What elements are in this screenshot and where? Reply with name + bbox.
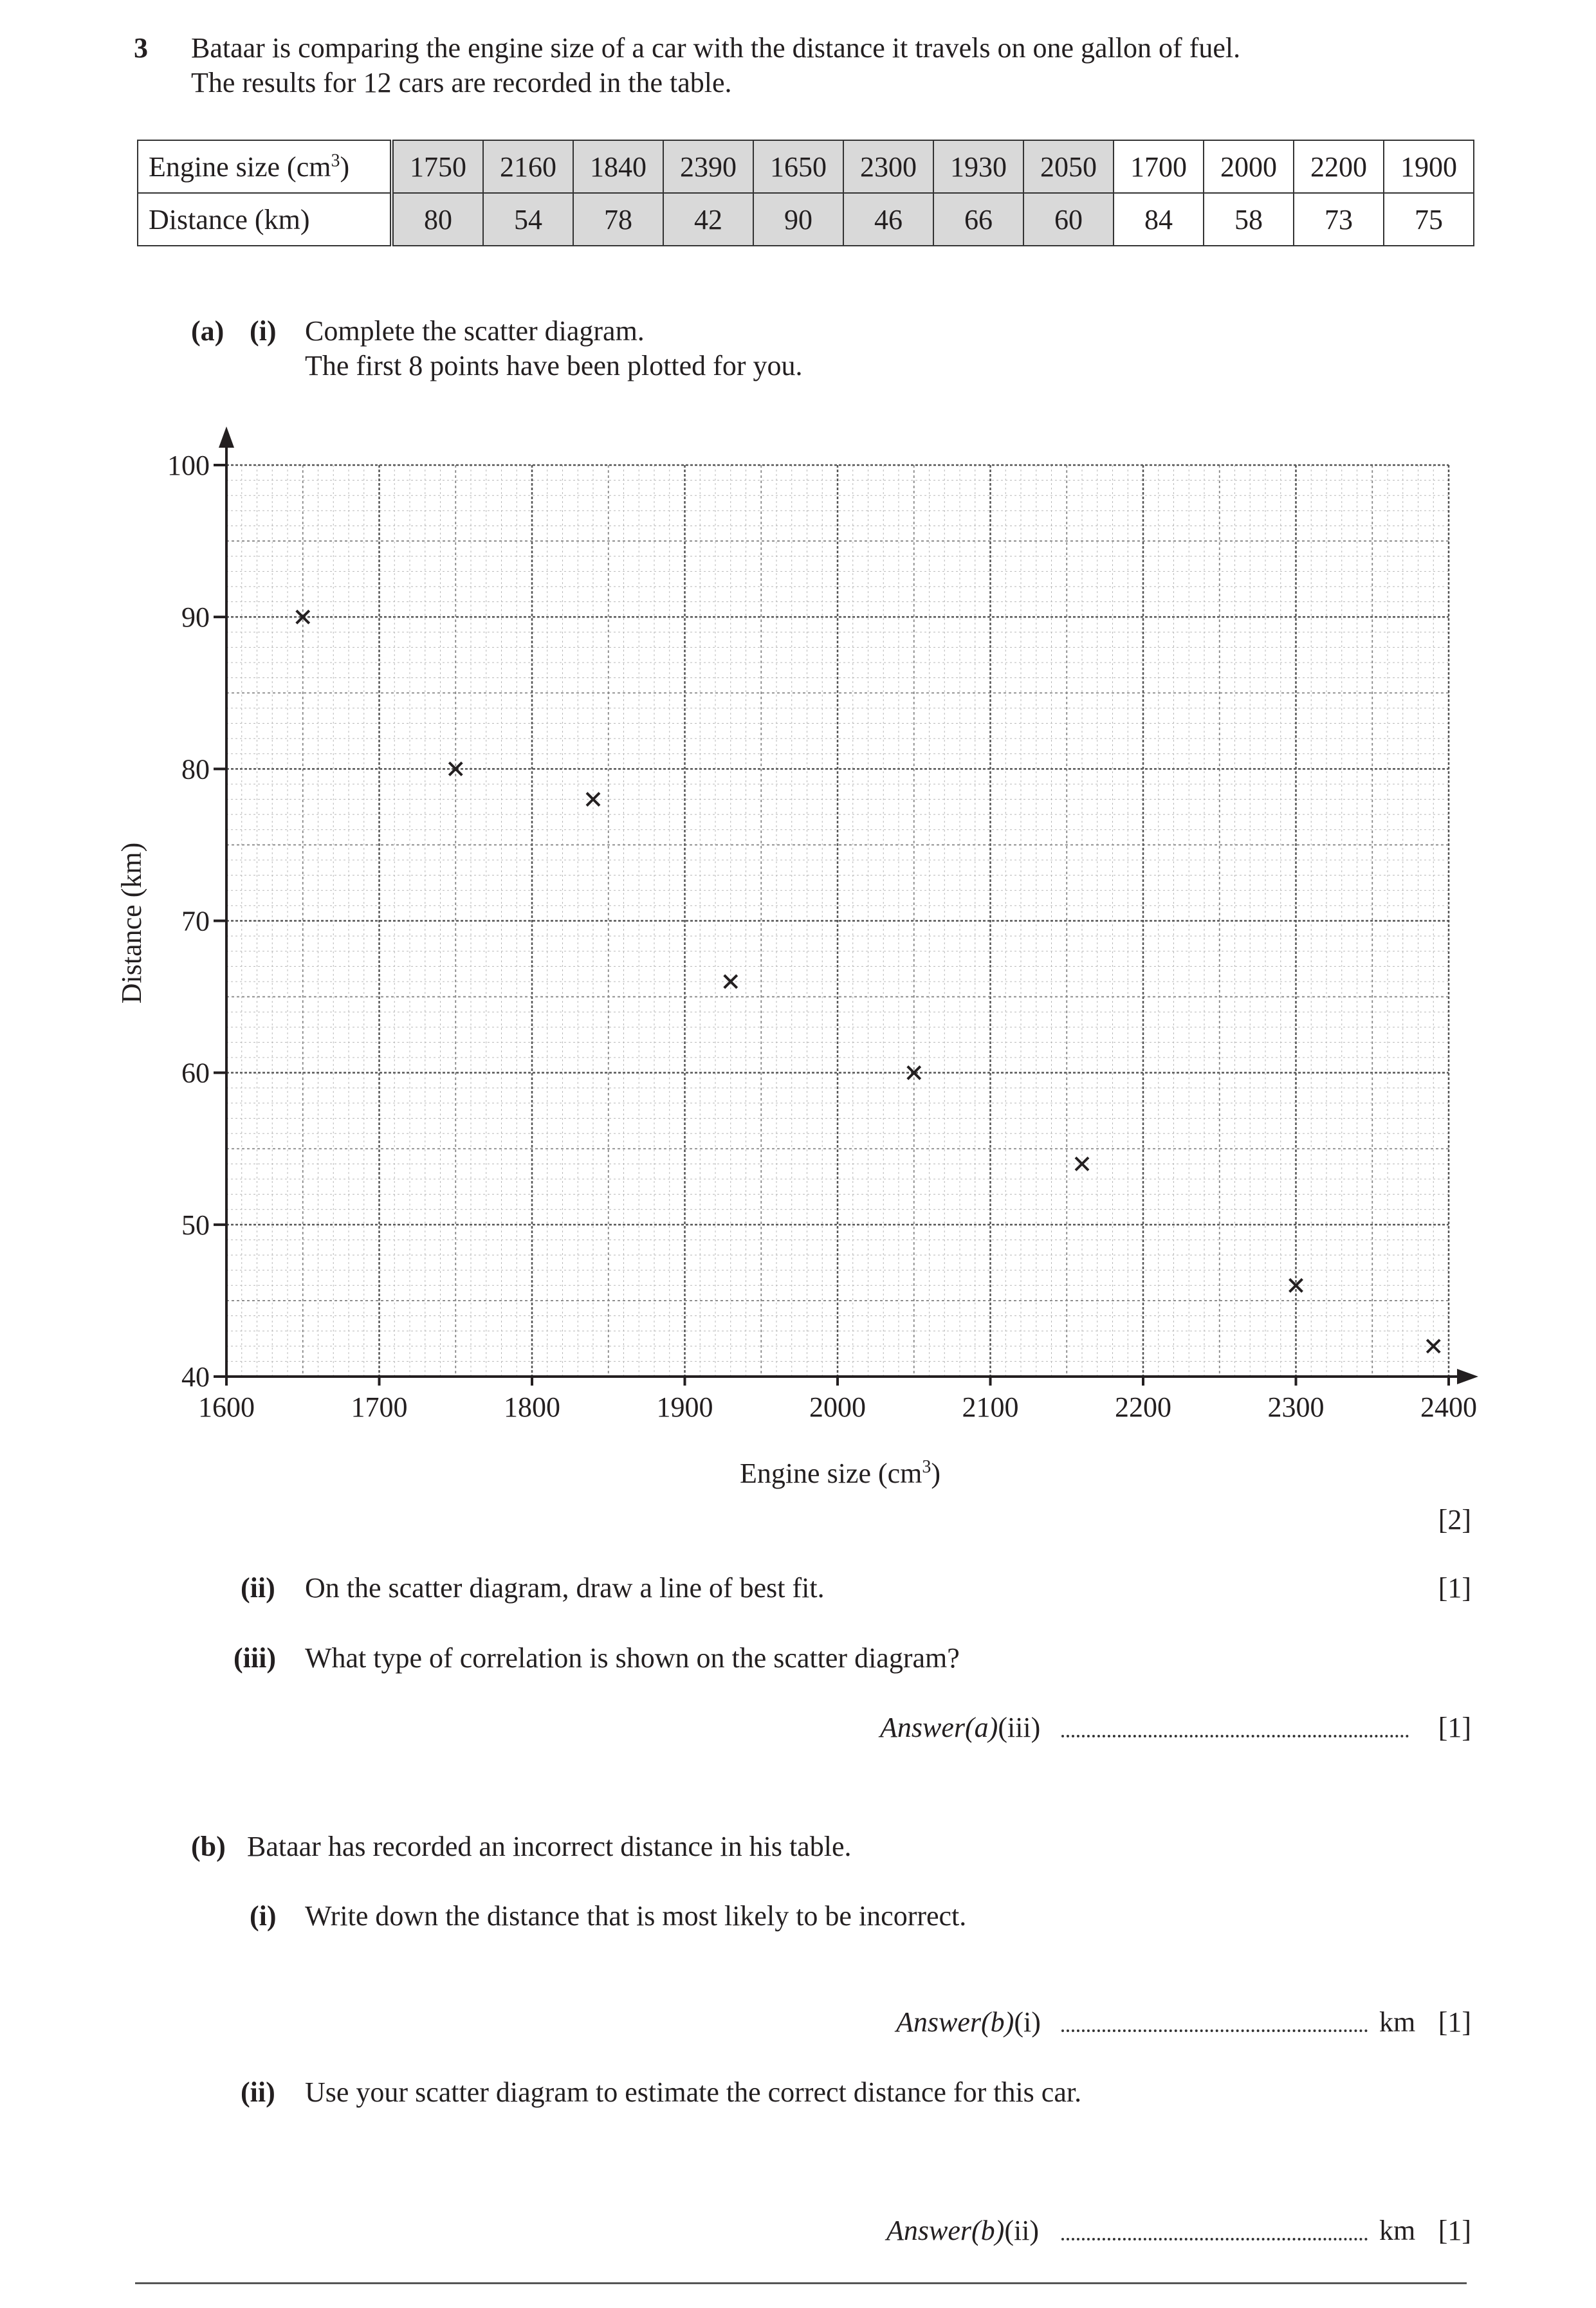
marks-a-iii: [1] (1438, 1712, 1471, 1743)
unit-b-ii: km (1379, 2215, 1416, 2246)
y-axis-arrow (219, 426, 234, 448)
part-a-iii-text: What type of correlation is shown on the scatter diagram? (305, 1642, 960, 1674)
part-b-label: (b) (191, 1831, 226, 1862)
part-a-i-instruction-2: The first 8 points have been plotted for you. (305, 350, 803, 381)
y-axis-label: Distance (km) (116, 842, 147, 1004)
table-cell: 78 (573, 193, 663, 246)
answer-b-i-field[interactable] (1061, 2024, 1368, 2035)
marks-a-ii: [1] (1438, 1572, 1471, 1604)
y-tick-label: 100 (167, 450, 210, 481)
x-tick-label: 2400 (1420, 1391, 1477, 1423)
table-cell: 54 (483, 193, 573, 246)
x-axis-label: Engine size $(cm^3)$ (739, 1457, 941, 1489)
intro-line-1: Bataar is comparing the engine size of a car with the distance it travels on one gallon of fuel. (191, 32, 1241, 64)
table-cell: 2160 (483, 140, 573, 193)
table-cell: 75 (1384, 193, 1474, 246)
engine-size-header: Engine size $(cm^3)$ (138, 140, 392, 193)
part-b-ii-text: Use your scatter diagram to estimate the correct distance for this car. (305, 2076, 1082, 2108)
table-cell: 90 (753, 193, 843, 246)
marks-a-i: [2] (1438, 1504, 1471, 1535)
unit-b-i: km (1379, 2006, 1416, 2038)
answer-b-ii-field[interactable] (1061, 2232, 1368, 2244)
part-b-ii-label: (ii) (241, 2076, 275, 2108)
footer-rule (135, 2282, 1467, 2284)
part-a-i-instruction-1: Complete the scatter diagram. (305, 315, 645, 347)
y-tick-label: 50 (181, 1209, 210, 1241)
x-ticks (198, 1377, 1477, 1423)
table-cell: 2300 (843, 140, 933, 193)
table-cell: 2390 (663, 140, 753, 193)
table-cell: 1700 (1114, 140, 1204, 193)
part-a-ii-label: (ii) (241, 1572, 275, 1604)
x-tick-label: 2300 (1267, 1391, 1325, 1423)
table-cell: 46 (843, 193, 933, 246)
part-b-i-label: (i) (250, 1900, 277, 1932)
intro-line-2: The results for 12 cars are recorded in the table. (191, 67, 732, 98)
marks-b-i: [1] (1438, 2006, 1471, 2038)
data-point-marker (724, 975, 737, 988)
part-a-label: (a) (191, 315, 225, 347)
part-b-text: Bataar has recorded an incorrect distance in his table. (247, 1831, 852, 1862)
x-tick-label: 1700 (351, 1391, 408, 1423)
answer-a-iii-field[interactable] (1061, 1729, 1409, 1741)
x-axis-arrow (1457, 1369, 1478, 1384)
table-cell: 2000 (1204, 140, 1294, 193)
x-tick-label: 1600 (198, 1391, 255, 1423)
y-tick-label: 90 (181, 601, 210, 634)
part-a-ii-text: On the scatter diagram, draw a line of best fit. (305, 1572, 825, 1604)
y-tick-label: 40 (181, 1361, 210, 1393)
table-cell: 84 (1114, 193, 1204, 246)
x-tick-label: 2200 (1115, 1391, 1171, 1423)
answer-b-ii: Answer(b)(ii) (886, 2215, 1040, 2246)
table-cell: 66 (933, 193, 1023, 246)
table-cell: 2200 (1294, 140, 1384, 193)
table-cell: 1650 (753, 140, 843, 193)
x-tick-label: 2100 (962, 1391, 1019, 1423)
y-tick-label: 80 (181, 753, 210, 785)
table-cell: 42 (663, 193, 753, 246)
table-cell: 2050 (1023, 140, 1114, 193)
table-cell: 60 (1023, 193, 1114, 246)
x-tick-label: 2000 (809, 1391, 866, 1423)
table-cell: 1750 (392, 140, 483, 193)
table-cell: 80 (392, 193, 483, 246)
question-number: 3 (134, 32, 148, 64)
table-cell: 73 (1294, 193, 1384, 246)
x-tick-label: 1800 (504, 1391, 560, 1423)
part-a-iii-label: (iii) (234, 1642, 276, 1674)
x-tick-label: 1900 (656, 1391, 713, 1423)
table-cell: 1930 (933, 140, 1023, 193)
marks-b-ii: [1] (1438, 2215, 1471, 2246)
y-ticks (167, 450, 226, 1393)
y-tick-label: 60 (181, 1057, 210, 1089)
part-b-i-text: Write down the distance that is most likely to be incorrect. (305, 1900, 967, 1932)
answer-a-iii: Answer(a)(iii) (880, 1712, 1041, 1743)
table-cell: 1900 (1384, 140, 1474, 193)
y-tick-label: 70 (181, 905, 210, 937)
table-cell: 58 (1204, 193, 1294, 246)
part-a-i-label: (i) (250, 315, 277, 347)
answer-b-i: Answer(b)(i) (896, 2006, 1041, 2038)
table-cell: 1840 (573, 140, 663, 193)
distance-header: Distance (km) (138, 193, 392, 246)
